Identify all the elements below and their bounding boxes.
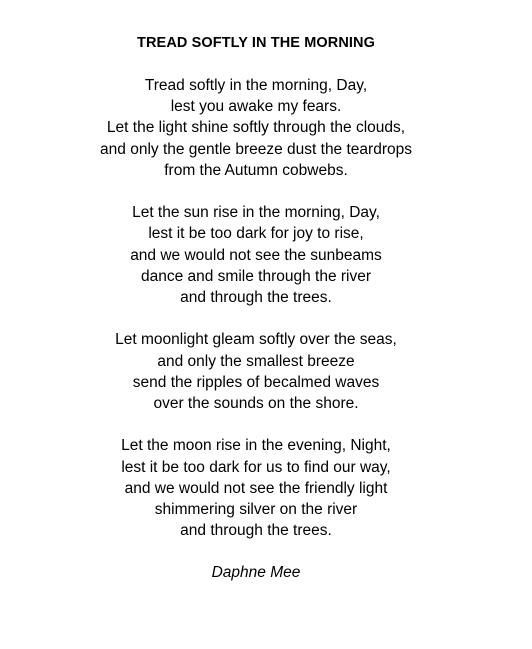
- poem-line: Let the sun rise in the morning, Day,: [132, 204, 380, 222]
- poem-line: and only the smallest breeze: [157, 352, 355, 370]
- poem-line: and through the trees.: [180, 522, 332, 540]
- stanza-4: [0, 435, 512, 541]
- poem-line: dance and smile through the river: [140, 267, 372, 285]
- poem-line: Tread softly in the morning, Day,: [144, 77, 368, 94]
- poem-line: send the ripples of becalmed waves: [132, 373, 380, 391]
- poem-title: TREAD SOFTLY IN THE MORNING: [137, 35, 375, 51]
- poem-line: Let the moon rise in the evening, Night,: [121, 437, 391, 455]
- poem-line: and through the trees.: [180, 289, 332, 307]
- poem-line: Let moonlight gleam softly over the seas,: [115, 331, 397, 349]
- poem-line: lest it be too dark for us to find our way,: [121, 458, 391, 476]
- poem-line: Let the light shine softly through the clouds,: [106, 119, 406, 137]
- author-name: Daphne Mee: [211, 564, 301, 581]
- poem-line: lest you awake my fears.: [170, 98, 342, 116]
- stanza-1: [0, 75, 512, 181]
- poem-line: lest it be too dark for joy to rise,: [148, 225, 364, 243]
- poem-line: and we would not see the friendly light: [124, 479, 388, 497]
- poem-line: from the Autumn cobwebs.: [164, 161, 348, 179]
- poem-line: and only the gentle breeze dust the teardrops: [100, 140, 412, 158]
- poem-line: over the sounds on the shore.: [153, 395, 359, 413]
- poem-body: [0, 75, 512, 563]
- poem-line: and we would not see the sunbeams: [130, 246, 382, 264]
- stanza-3: [0, 329, 512, 414]
- stanza-2: [0, 202, 512, 308]
- poem-line: shimmering silver on the river: [154, 501, 358, 519]
